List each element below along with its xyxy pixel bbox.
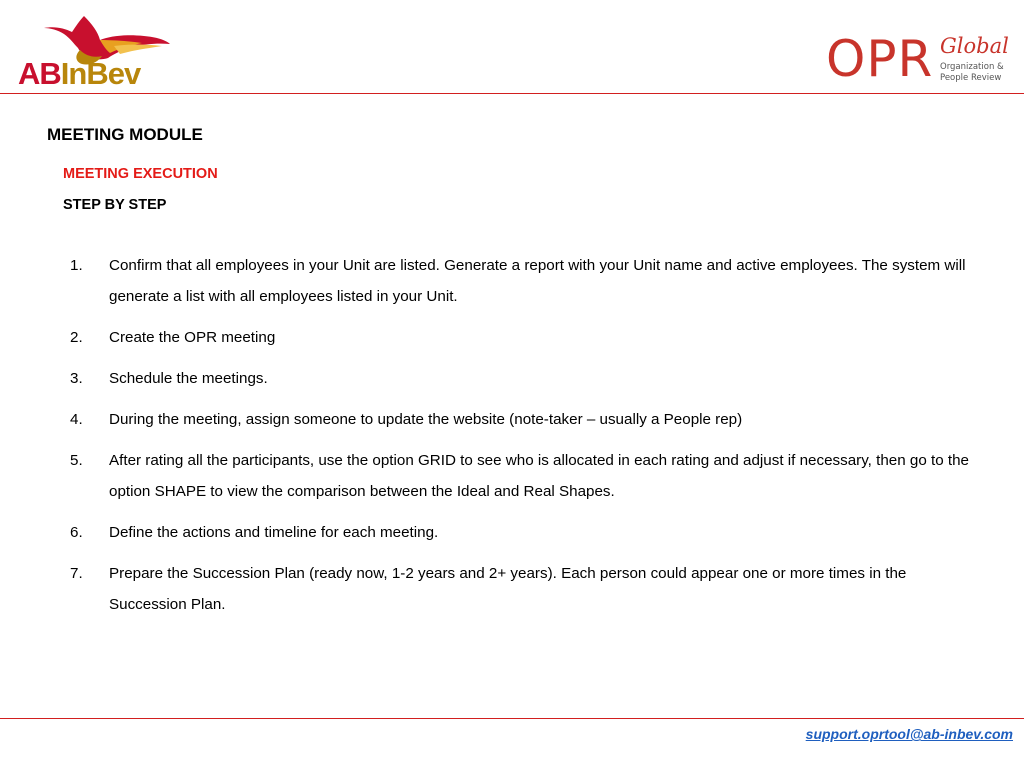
- step-item: [70, 322, 970, 353]
- step-number: 7.: [70, 565, 83, 582]
- section-subtitle: MEETING EXECUTION: [63, 166, 218, 182]
- opr-logo-text: OPR: [826, 30, 934, 88]
- step-text: Create the OPR meeting: [109, 329, 276, 346]
- step-text: During the meeting, assign someone to update the website (note-taker – usually a People rep): [109, 411, 743, 428]
- opr-subtitle-line1: Organization &: [940, 62, 1004, 72]
- opr-subtitle: [940, 62, 1004, 84]
- step-item: [70, 250, 970, 312]
- step-text: Schedule the meetings.: [109, 370, 268, 387]
- abinbev-inbev-text: InBev: [60, 56, 141, 91]
- abinbev-logo: [14, 10, 174, 91]
- step-item: [70, 404, 970, 435]
- opr-global-text: Global: [940, 34, 1009, 58]
- abinbev-wordmark: [18, 58, 140, 89]
- step-text: Prepare the Succession Plan (ready now, 1-2 years and 2+ years). Each person could appear one or more times in the Succession Plan.: [109, 565, 907, 613]
- steps-list: [70, 250, 970, 630]
- footer-divider: [0, 718, 1024, 719]
- step-number: 1.: [70, 257, 83, 274]
- header-divider: [0, 93, 1024, 94]
- opr-subtitle-line2: People Review: [940, 73, 1002, 83]
- slide-header: [0, 0, 1024, 94]
- step-heading: STEP BY STEP: [63, 197, 167, 213]
- step-item: [70, 445, 970, 507]
- step-text: Define the actions and timeline for each meeting.: [109, 524, 439, 541]
- step-number: 4.: [70, 411, 83, 428]
- support-email-link[interactable]: support.oprtool@ab-inbev.com: [805, 726, 1013, 742]
- page-title: MEETING MODULE: [47, 125, 203, 144]
- step-text: Confirm that all employees in your Unit are listed. Generate a report with your Unit name and active employees. The system will generate a list with all employees listed in your Unit.: [109, 257, 966, 305]
- abinbev-ab-text: AB: [18, 56, 61, 91]
- step-item: [70, 517, 970, 548]
- step-number: 6.: [70, 524, 83, 541]
- step-number: 2.: [70, 329, 83, 346]
- step-number: 3.: [70, 370, 83, 387]
- opr-global-logo: [826, 30, 1022, 90]
- step-text: After rating all the participants, use the option GRID to see who is allocated in each rating and adjust if necessary, then go to the option SHAPE to view the comparison between the Ideal and Real Shapes.: [109, 452, 969, 500]
- step-number: 5.: [70, 452, 83, 469]
- step-item: [70, 558, 970, 620]
- step-item: [70, 363, 970, 394]
